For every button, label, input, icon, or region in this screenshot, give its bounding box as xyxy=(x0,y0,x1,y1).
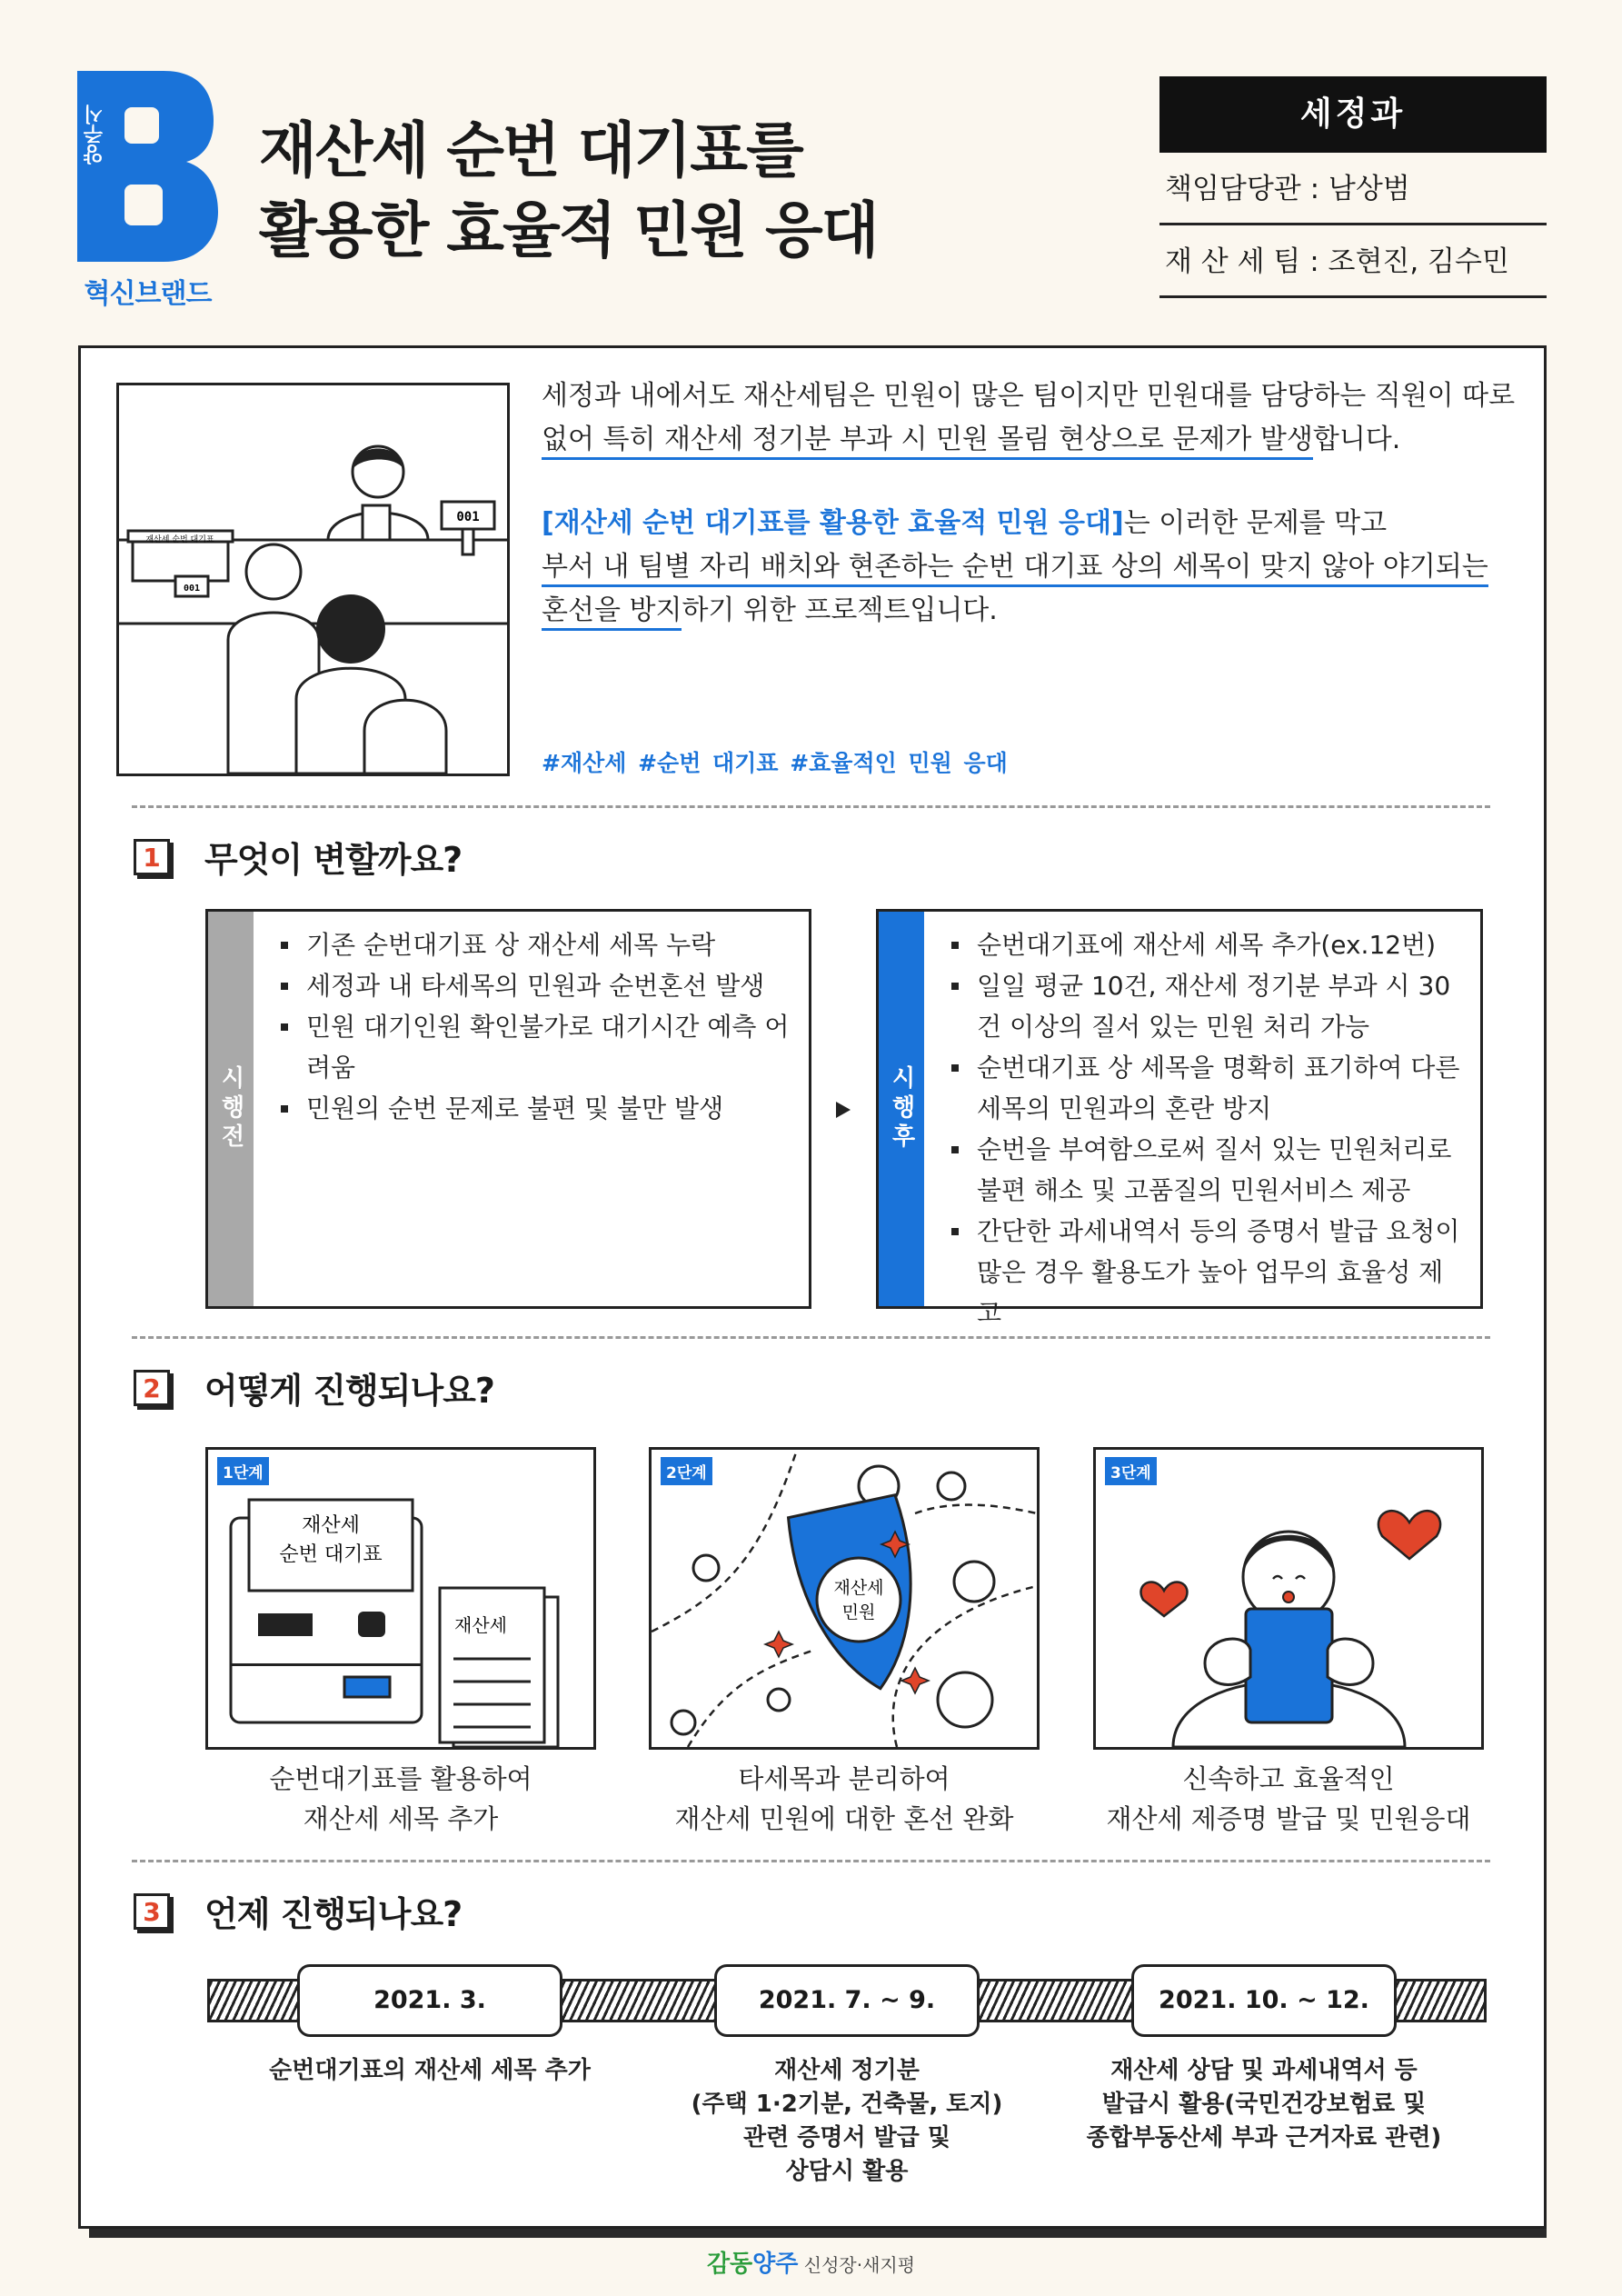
after-item: 순번을 부여함으로써 질서 있는 민원처리로 불편 해소 및 고품질의 민원서비스 제공 xyxy=(951,1129,1462,1211)
timeline-desc-line: 종합부동산세 부과 근거자료 관련) xyxy=(1086,2124,1442,2151)
before-label xyxy=(208,912,254,1306)
section-1-title: 무엇이 변할까요? xyxy=(204,840,463,880)
step-2-card xyxy=(649,1447,1040,1750)
ticket-machine-illustration xyxy=(208,1450,593,1747)
timeline-date-3: 2021. 10. ~ 12. xyxy=(1131,1964,1397,2037)
step-2-caption-line-2: 재산세 민원에 대한 혼선 완화 xyxy=(674,1803,1014,1834)
department-name: 세정과 xyxy=(1159,76,1547,153)
before-item: 기존 순번대기표 상 재산세 세목 누락 xyxy=(281,924,791,965)
intro-p1-plain: 세정과 내에서도 재산세팀은 민원이 많은 팀이지만 민원대를 담당하는 직원이 따로 xyxy=(542,380,1516,412)
intro-p1-tail: 합니다. xyxy=(1312,424,1401,455)
timeline-desc-line: 순번대기표의 재산세 세목 추가 xyxy=(269,2057,591,2084)
step-1-tag: 1단계 xyxy=(217,1457,269,1485)
step-3-tag: 3단계 xyxy=(1105,1457,1157,1485)
machine-sign-line-2: 순번 대기표 xyxy=(279,1543,383,1566)
after-label-text: 시행후 xyxy=(888,1065,915,1153)
footer-slogan: 신성장·새지평 xyxy=(803,2254,916,2276)
section-divider xyxy=(132,1336,1490,1339)
timeline-date-2: 2021. 7. ~ 9. xyxy=(714,1964,980,2037)
happy-person-illustration xyxy=(1096,1450,1481,1747)
intro-p2-tail: 하기 위한 프로젝트입니다. xyxy=(682,594,998,626)
after-item: 간단한 과세내역서 등의 증명서 발급 요청이 많은 경우 활용도가 높아 업무의 효율성 제고 xyxy=(951,1211,1462,1333)
intro-text xyxy=(542,374,1532,673)
manager-name: 남상범 xyxy=(1328,173,1410,205)
intro-p2-plain: 는 이러한 문제를 막고 xyxy=(1123,507,1388,539)
timeline-desc-2 xyxy=(638,2054,1056,2189)
step-1-caption-line-1: 순번대기표를 활용하여 xyxy=(269,1763,532,1794)
arrow-right-icon xyxy=(836,1102,851,1118)
after-item: 순번대기표 상 세목을 명확히 표기하여 다른 세목의 민원과의 혼란 방지 xyxy=(951,1047,1462,1129)
before-panel xyxy=(205,909,811,1309)
step-2-caption xyxy=(649,1759,1040,1839)
intro-paragraph-2 xyxy=(542,502,1532,633)
timeline-desc-3 xyxy=(1055,2054,1473,2155)
after-list xyxy=(951,924,1462,1333)
section-divider xyxy=(132,1860,1490,1862)
step-1-caption-line-2: 재산세 세목 추가 xyxy=(303,1803,499,1834)
after-panel xyxy=(876,909,1483,1328)
title-line-1: 재산세 순번 대기표를 xyxy=(259,115,802,185)
timeline-desc-line: 상담시 활용 xyxy=(785,2158,909,2185)
timeline-date-1: 2021. 3. xyxy=(297,1964,562,2037)
innovation-brand-logo xyxy=(77,71,218,310)
step-3-card xyxy=(1093,1447,1484,1750)
timeline-desc-1 xyxy=(221,2054,639,2088)
manager-row: 책임담당관 : 남상범 xyxy=(1159,153,1547,225)
intro-project-name: [재산세 순번 대기표를 활용한 효율적 민원 응대] xyxy=(542,507,1124,539)
step-3-caption-line-2: 재산세 제증명 발급 및 민원응대 xyxy=(1106,1803,1471,1834)
step-1-card xyxy=(205,1447,596,1750)
office-illustration xyxy=(116,383,510,776)
section-3-title: 언제 진행되나요? xyxy=(204,1894,463,1934)
machine-sign-line-1: 재산세 xyxy=(302,1514,360,1537)
step-2-caption-line-1: 타세목과 분리하여 xyxy=(738,1763,950,1794)
timeline-desc-line: 관련 증명서 발급 및 xyxy=(742,2124,951,2151)
section-2-title: 어떻게 진행되나요? xyxy=(204,1371,494,1411)
tax-paper-label: 재산세 xyxy=(454,1614,507,1636)
team-members: 조현진, 김수민 xyxy=(1328,245,1509,278)
intro-paragraph-1 xyxy=(542,374,1532,462)
hashtags: #재산세 #순번 대기표 #효율적인 민원 응대 xyxy=(542,750,1008,776)
intro-p1-underline: 없어 특히 재산세 정기분 부과 시 민원 몰림 현상으로 문제가 발생 xyxy=(542,424,1313,460)
footer-logo xyxy=(0,2245,1622,2279)
step-3-caption-line-1: 신속하고 효율적인 xyxy=(1182,1763,1395,1794)
shield-text-line-2: 민원 xyxy=(841,1602,876,1622)
ticket-number: 001 xyxy=(183,584,201,594)
before-label-text: 시행전 xyxy=(217,1065,244,1153)
after-label xyxy=(879,912,924,1306)
section-3-number: 3 xyxy=(134,1893,170,1930)
team-label: 재 산 세 팀 xyxy=(1165,245,1301,278)
section-divider xyxy=(132,805,1490,808)
step-1-caption xyxy=(205,1759,596,1839)
shield-text-line-1: 재산세 xyxy=(833,1578,884,1598)
section-2-number: 2 xyxy=(134,1370,170,1406)
intro-p2-underline-1: 부서 내 팀별 자리 배치와 현존하는 순번 대기표 상의 세목이 맞지 않아 야기되는 xyxy=(542,551,1488,587)
footer-logo-part-2: 양주 xyxy=(752,2251,799,2278)
shield-illustration xyxy=(652,1450,1037,1747)
timeline-desc-line: 재산세 상담 및 과세내역서 등 xyxy=(1110,2057,1418,2084)
intro-p2-underline-2: 혼선을 방지 xyxy=(542,594,682,631)
machine-label: 재산세 순번 대기표 xyxy=(145,535,214,544)
before-list xyxy=(281,924,791,1129)
logo-city-name: 양주시 xyxy=(84,105,106,165)
footer-logo-part-1: 감동 xyxy=(706,2251,753,2278)
before-item: 세정과 내 타세목의 민원과 순번혼선 발생 xyxy=(281,965,791,1006)
timeline-desc-line: 재산세 정기분 xyxy=(774,2057,920,2084)
after-item: 순번대기표에 재산세 세목 추가(ex.12번) xyxy=(951,924,1462,965)
title-line-2: 활용한 효율적 민원 응대 xyxy=(259,195,878,265)
before-item: 민원의 순번 문제로 불편 및 불만 발생 xyxy=(281,1088,791,1129)
before-item: 민원 대기인원 확인불가로 대기시간 예측 어려움 xyxy=(281,1006,791,1088)
section-1-number: 1 xyxy=(134,839,170,875)
step-2-tag: 2단계 xyxy=(661,1457,712,1485)
timeline-desc-line: 발급시 활용(국민건강보험료 및 xyxy=(1101,2091,1427,2118)
display-number: 001 xyxy=(456,510,480,524)
manager-label: 책임담당관 xyxy=(1165,173,1301,205)
logo-brand-text: 혁신브랜드 xyxy=(84,278,212,310)
page-title xyxy=(259,111,878,271)
step-3-caption xyxy=(1093,1759,1484,1839)
office-scene xyxy=(119,385,507,774)
after-item: 일일 평균 10건, 재산세 정기분 부과 시 30건 이상의 질서 있는 민원 처리 가능 xyxy=(951,965,1462,1047)
timeline-desc-line: (주택 1·2기분, 건축물, 토지) xyxy=(691,2091,1003,2118)
team-row: 재 산 세 팀 : 조현진, 김수민 xyxy=(1159,225,1547,298)
